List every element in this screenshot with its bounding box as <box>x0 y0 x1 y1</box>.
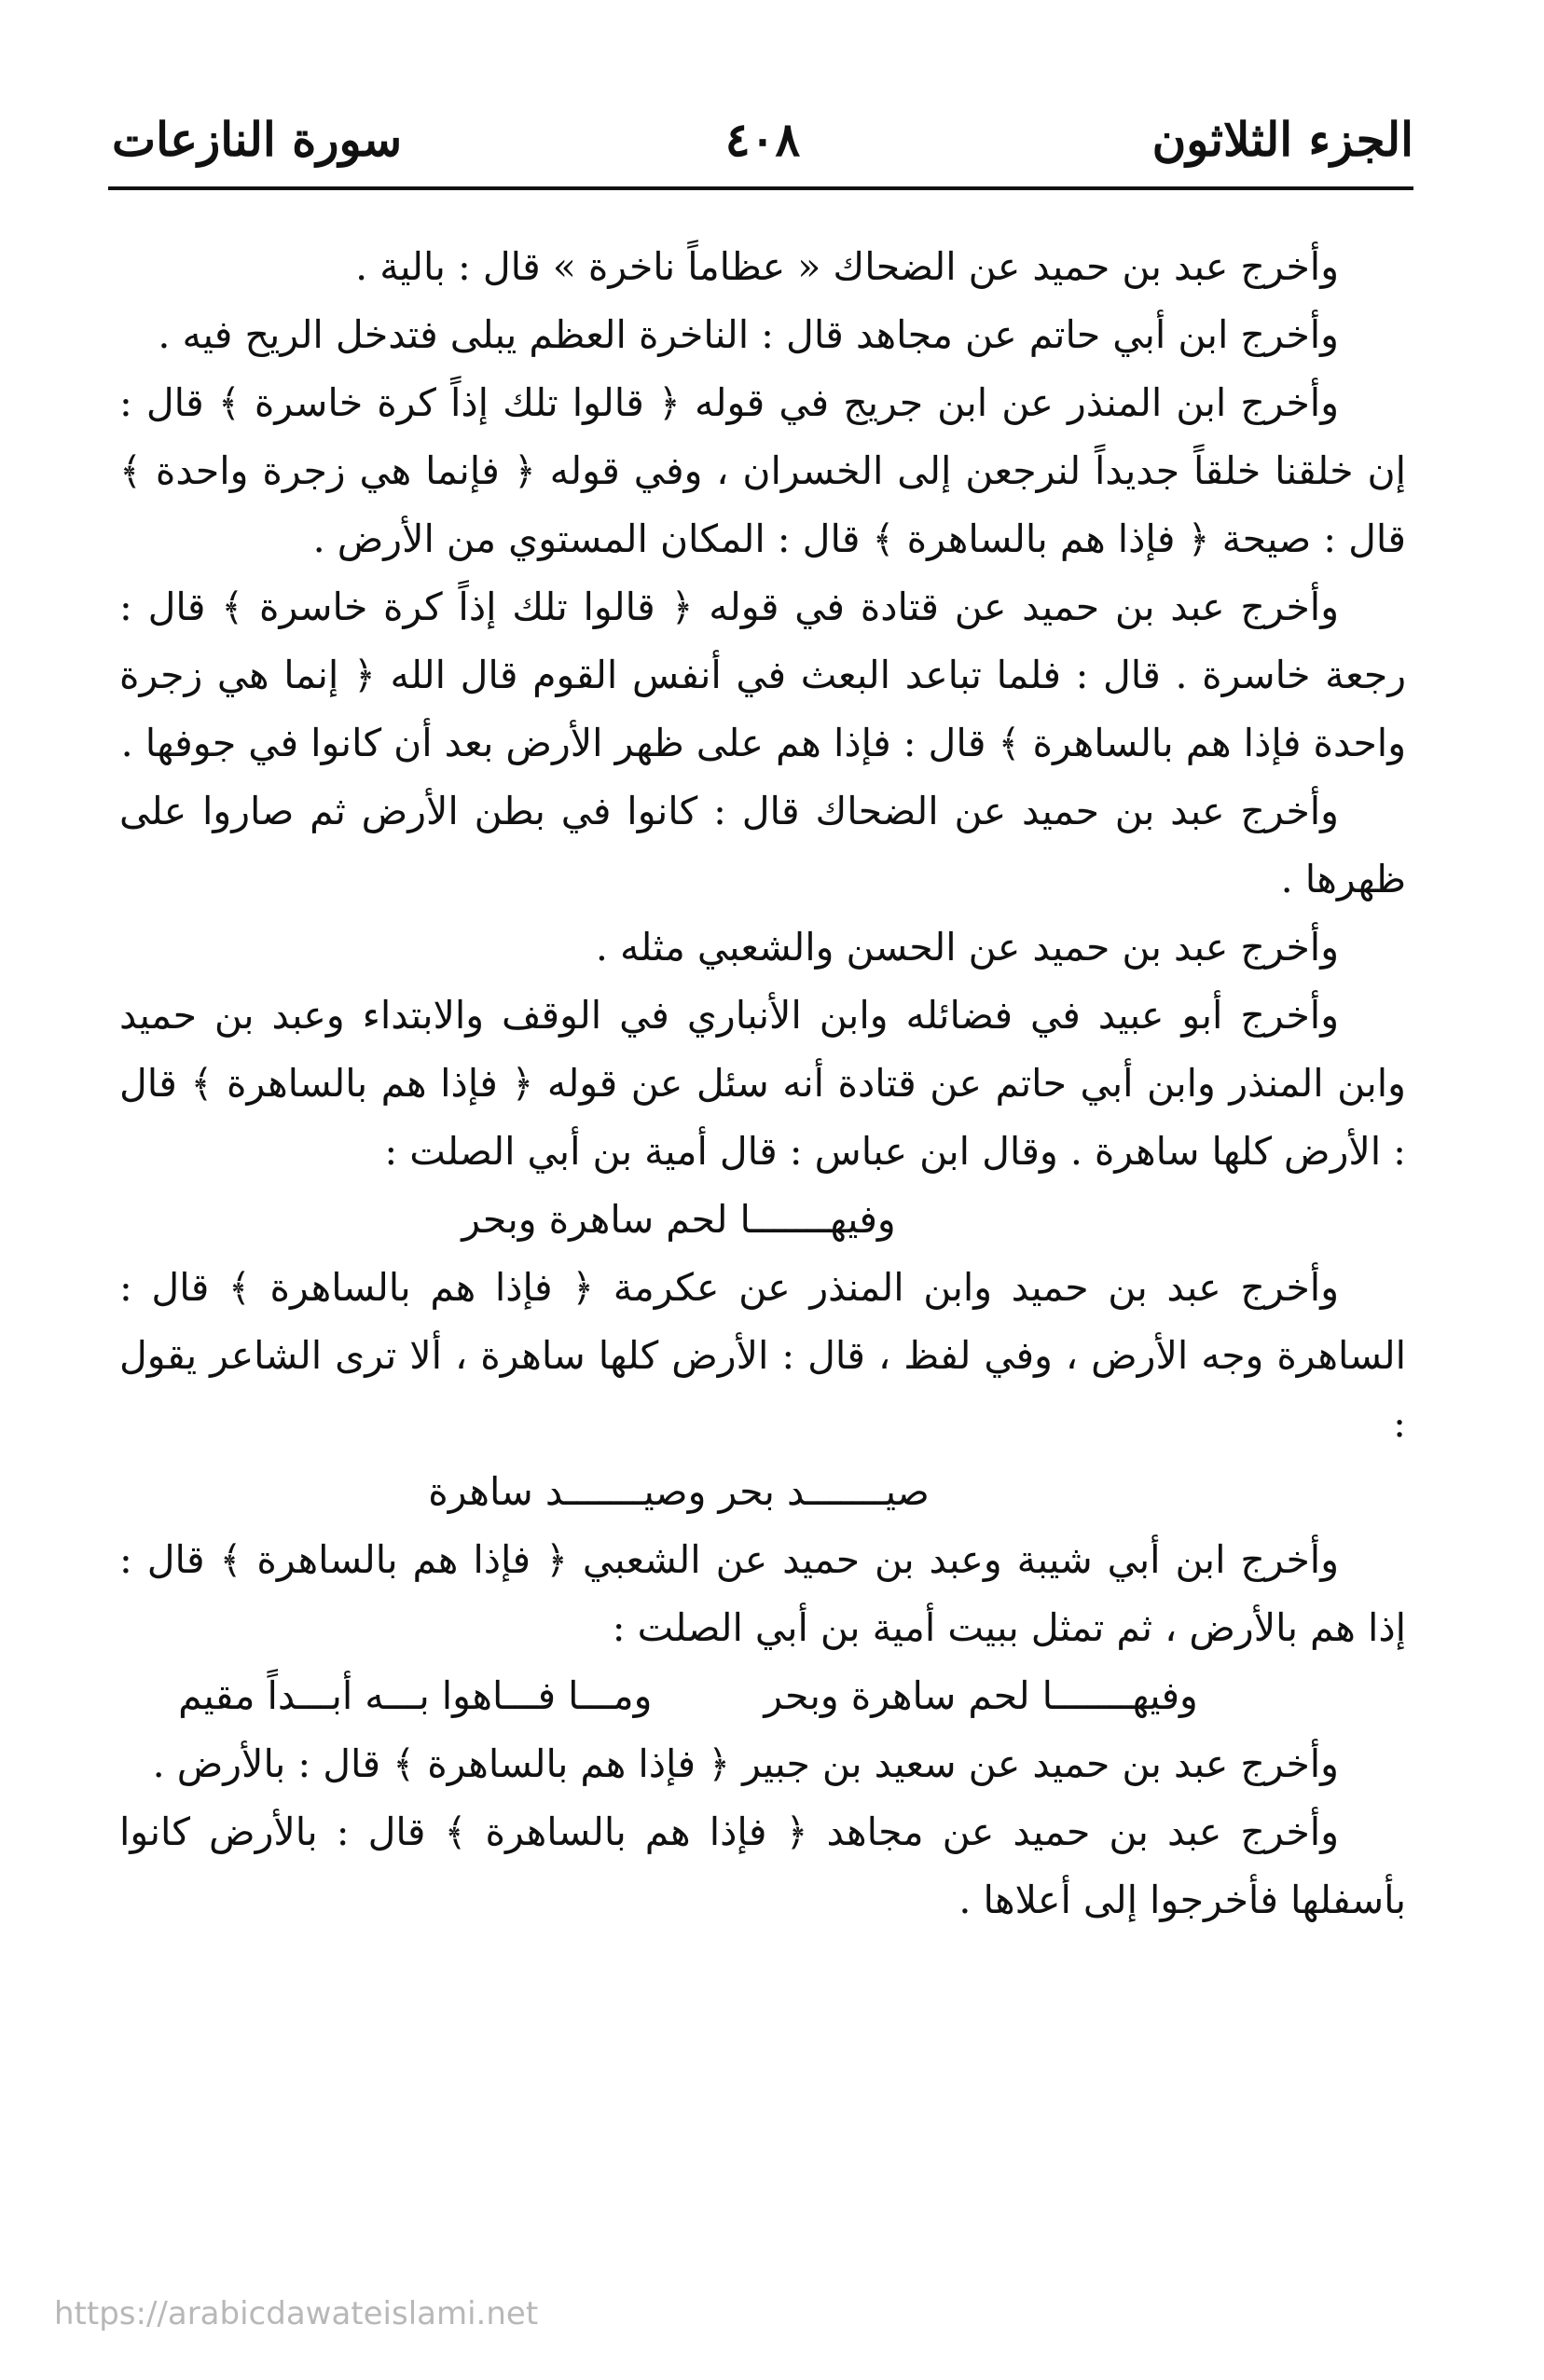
poetry-couplet <box>119 1662 1406 1730</box>
paragraph: وأخرج عبد بن حميد عن الضحاك « عظاماً ناخرة » قال : بالية . <box>355 244 1339 289</box>
paragraph: وأخرج عبد بن حميد عن مجاهد ﴿ فإذا هم بالساهرة ﴾ قال : بالأرض كانوا بأسفلها فأخرجوا إلى أعلاها . <box>119 1809 1406 1922</box>
paragraph: وأخرج ابن المنذر عن ابن جريج في قوله ﴿ قالوا تلك إذاً كرة خاسرة ﴾ قال : إن خلقنا خلقاً جديداً لنرجعن إلى الخسران ، وفي قوله ﴿ فإنما هي زجرة واحدة ﴾ قال : صيحة ﴿ فإذا هم بالساهرة ﴾ قال : المكان المستوي من الأرض . <box>119 380 1406 561</box>
paragraph: وأخرج ابن أبي حاتم عن مجاهد قال : الناخرة العظم يبلى فتدخل الريح فيه . <box>158 312 1339 357</box>
header-divider <box>108 186 1413 190</box>
surah-title: سورة النازعات <box>112 112 403 167</box>
paragraph: وأخرج عبد بن حميد عن قتادة في قوله ﴿ قالوا تلك إذاً كرة خاسرة ﴾ قال : رجعة خاسرة . قال : فلما تباعد البعث في أنفس القوم قال الله ﴿ إنما هي زجرة واحدة فإذا هم بالساهرة ﴾ قال : فإذا هم على ظهر الأرض بعد أن كانوا في جوفها . <box>119 585 1406 765</box>
paragraph: وأخرج أبو عبيد في فضائله وابن الأنباري في الوقف والابتداء وعبد بن حميد وابن المنذر وابن أبي حاتم عن قتادة أنه سئل عن قوله ﴿ فإذا هم بالساهرة ﴾ قال : الأرض كلها ساهرة . وقال ابن عباس : قال أمية بن أبي الصلت : <box>119 993 1406 1174</box>
poetry-verse: وفيهـــــــا لحم ساهرة وبحر <box>462 1197 896 1242</box>
paragraph: وأخرج عبد بن حميد وابن المنذر عن عكرمة ﴿ فإذا هم بالساهرة ﴾ قال : الساهرة وجه الأرض ، وفي لفظ ، قال : الأرض كلها ساهرة ، ألا ترى الشاعر يقول : <box>119 1265 1406 1446</box>
page-body <box>119 233 1406 1934</box>
verse-first-hemistich: وفيهـــــــا لحم ساهرة وبحر <box>764 1673 1198 1718</box>
paragraph: وأخرج عبد بن حميد عن سعيد بن جبير ﴿ فإذا هم بالساهرة ﴾ قال : بالأرض . <box>152 1741 1339 1786</box>
page-header <box>112 103 1413 177</box>
paragraph: وأخرج عبد بن حميد عن الضحاك قال : كانوا في بطن الأرض ثم صاروا على ظهرها . <box>119 789 1406 901</box>
part-title: الجزء الثلاثون <box>1151 112 1413 167</box>
verse-second-hemistich: ومـــا فـــاهوا بـــه أبـــداً مقيم <box>178 1673 653 1718</box>
source-watermark: https://arabicdawateislami.net <box>54 2295 539 2332</box>
page-number: ٤٠٨ <box>724 112 801 167</box>
paragraph: وأخرج ابن أبي شيبة وعبد بن حميد عن الشعبي ﴿ فإذا هم بالساهرة ﴾ قال : إذا هم بالأرض ، ثم تمثل ببيت أمية بن أبي الصلت : <box>119 1537 1406 1650</box>
poetry-verse: صيـــــــد بحر وصيـــــــد ساهرة <box>428 1469 930 1514</box>
paragraph: وأخرج عبد بن حميد عن الحسن والشعبي مثله . <box>595 925 1339 970</box>
